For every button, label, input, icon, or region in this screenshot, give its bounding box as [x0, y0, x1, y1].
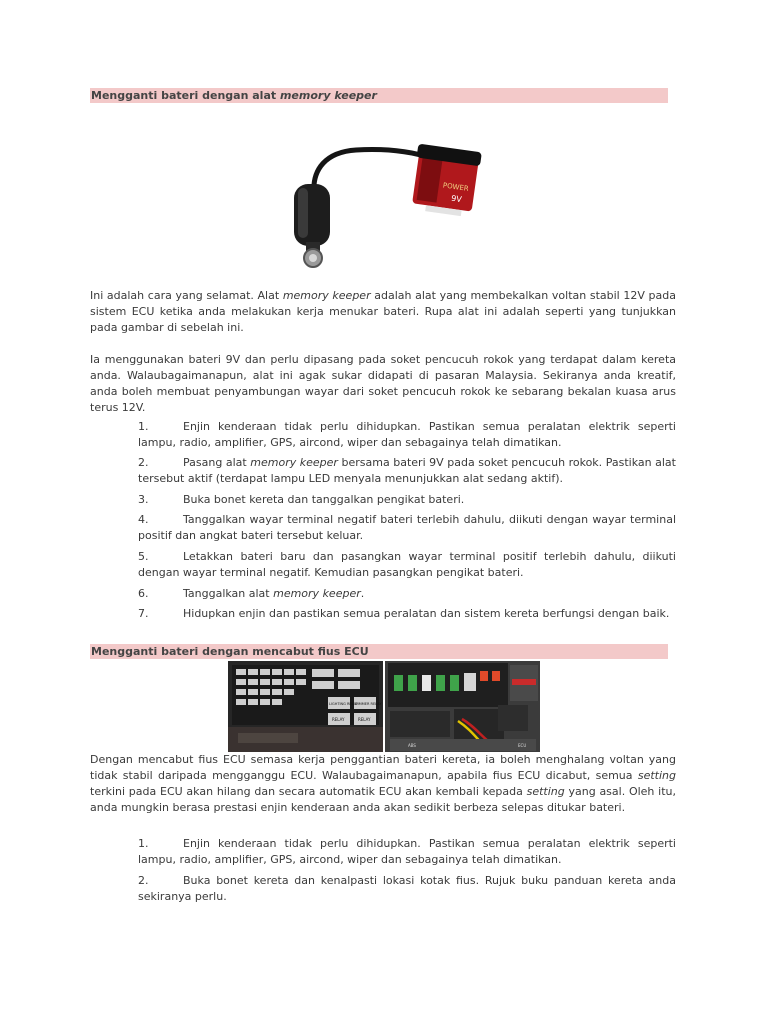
section-heading-ecu-fuse: Mengganti bateri dengan mencabut fius ECU [90, 644, 668, 659]
list-item: 2. Pasang alat memory keeper bersama bateri 9V pada soket pencucuh rokok. Pastikan alat tersebut aktif (terdapat lampu LED menyala menunjukkan alat sedang aktif). [138, 456, 676, 485]
paragraph-ecu-fuse: Dengan mencabut fius ECU semasa kerja penggantian bateri kereta, ia boleh menghalang voltan yang tidak stabil daripada mengganggu ECU. Walaubagaimanapun, apabila fius ECU dicabut, semua setting terkini pada ECU akan hilang dan secara automatik ECU akan kembali kepada setting yang asal. Oleh itu, anda mungkin berasa prestasi enjin kenderaan anda akan sedikit berbeza selepas ditukar bateri. [90, 753, 676, 814]
paragraph-intro: Ini adalah cara yang selamat. Alat memory keeper adalah alat yang membekalkan voltan stabil 12V pada sistem ECU ketika anda melakukan kerja menukar bateri. Rupa alat ini adalah seperti yang tunjukkan pada gambar di sebelah ini. [90, 289, 676, 334]
list-item: 6. Tanggalkan alat memory keeper. [138, 587, 365, 600]
section-heading-memory-keeper [90, 88, 668, 103]
battery-voltage-label: 9V [450, 193, 463, 205]
list-item: 1. Enjin kenderaan tidak perlu dihidupkan. Pastikan semua peralatan elektrik seperti lampu, radio, amplifier, GPS, aircond, wiper dan sebagainya telah dimatikan. [138, 420, 676, 449]
list-item: 5. Letakkan bateri baru dan pasangkan wayar terminal positif terlebih dahulu, diikuti dengan wayar terminal negatif. Kemudian pasangkan pengikat bateri. [138, 550, 676, 579]
list-item: 7. Hidupkan enjin dan pastikan semua peralatan dan sistem kereta berfungsi dengan baik. [138, 607, 670, 620]
heading-emphasis: memory keeper [279, 89, 377, 102]
fuse-label: ECU [518, 743, 527, 748]
relay-label: LIGHTING RELAY [329, 702, 358, 706]
fuse-label: ABS [408, 743, 416, 748]
battery-brand-label: POWER [442, 181, 470, 193]
heading-text: Mengganti bateri dengan alat [91, 89, 280, 102]
memory-keeper-photo [286, 134, 486, 274]
relay-label: DIMMER RELAY [355, 702, 382, 706]
paragraph-usage: Ia menggunakan bateri 9V dan perlu dipasang pada soket pencucuh rokok yang terdapat dalam kereta anda. Walaubagaimanapun, alat ini agak sukar didapati di pasaran Malaysia. Sekiranya anda kreatif, anda boleh membuat penyambungan wayar dari soket pencucuh rokok ke sebarang bekalan kuasa arus terus 12V. [90, 353, 676, 414]
relay-label: RELAY [332, 717, 345, 722]
list-item: 3. Buka bonet kereta dan tanggalkan pengikat bateri. [138, 493, 465, 506]
list-item: 4. Tanggalkan wayar terminal negatif bateri terlebih dahulu, diikuti dengan wayar terminal positif dan angkat bateri tersebut keluar. [138, 513, 676, 542]
fuse-box-photo [228, 661, 540, 752]
list-item: 2. Buka bonet kereta dan kenalpasti lokasi kotak fius. Rujuk buku panduan kereta anda sekiranya perlu. [138, 874, 676, 903]
relay-label: RELAY [358, 717, 371, 722]
list-item: 1. Enjin kenderaan tidak perlu dihidupkan. Pastikan semua peralatan elektrik seperti lampu, radio, amplifier, GPS, aircond, wiper dan sebagainya telah dimatikan. [138, 837, 676, 866]
